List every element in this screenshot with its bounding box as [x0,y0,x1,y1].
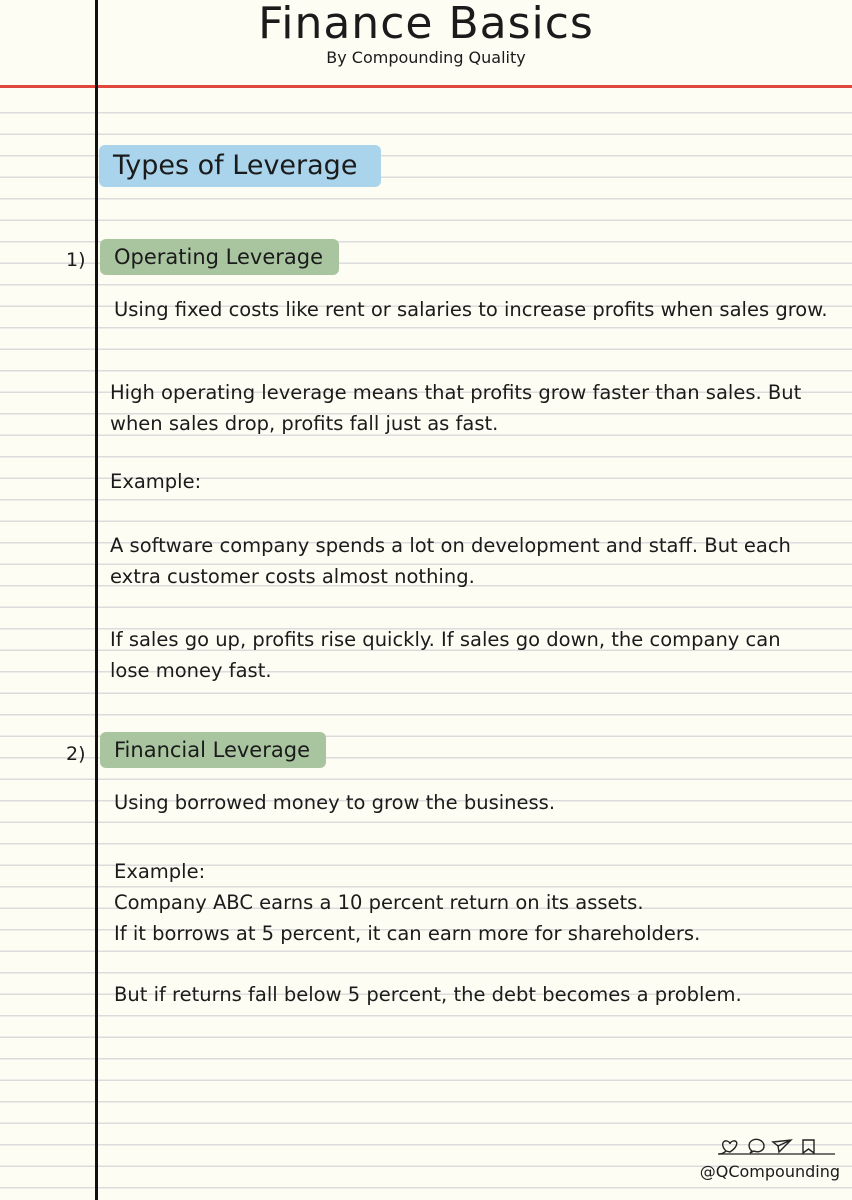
operating-leverage-example-text: A software company spends a lot on development and staff. But each extra customer costs almost nothing. [110,534,791,588]
share-icon [773,1140,791,1152]
heart-icon [719,1141,737,1154]
page-title: Finance Basics [258,0,594,49]
section-number-2: 2) [66,743,86,765]
operating-leverage-explanation: High operating leverage means that profits grow faster than sales. But when sales drop, profits fall just as fast. [110,381,802,435]
operating-leverage-example-outcome: If sales go up, profits rise quickly. If sales go down, the company can lose money fast. [110,628,781,682]
operating-leverage-heading: Operating Leverage [100,239,339,275]
financial-leverage-risk: But if returns fall below 5 percent, the debt becomes a problem. [114,983,742,1006]
types-of-leverage-heading: Types of Leverage [99,145,381,187]
financial-leverage-example-label: Example: [114,860,206,883]
social-handle: @QCompounding [699,1162,840,1181]
section-number-1: 1) [66,249,86,271]
bookmark-icon [803,1140,814,1153]
operating-leverage-definition: Using fixed costs like rent or salaries to increase profits when sales grow. [114,298,828,321]
page-subtitle: By Compounding Quality [326,48,526,67]
red-rule-line [0,85,852,88]
operating-leverage-example-label: Example: [110,470,202,493]
financial-leverage-definition: Using borrowed money to grow the business. [114,791,556,814]
financial-leverage-example-line-1: Company ABC earns a 10 percent return on its assets. [114,891,644,914]
margin-line [95,0,98,1200]
comment-icon [749,1139,764,1153]
financial-leverage-example-line-2: If it borrows at 5 percent, it can earn more for shareholders. [114,922,701,945]
social-icons [718,1134,836,1158]
financial-leverage-heading: Financial Leverage [100,732,326,768]
